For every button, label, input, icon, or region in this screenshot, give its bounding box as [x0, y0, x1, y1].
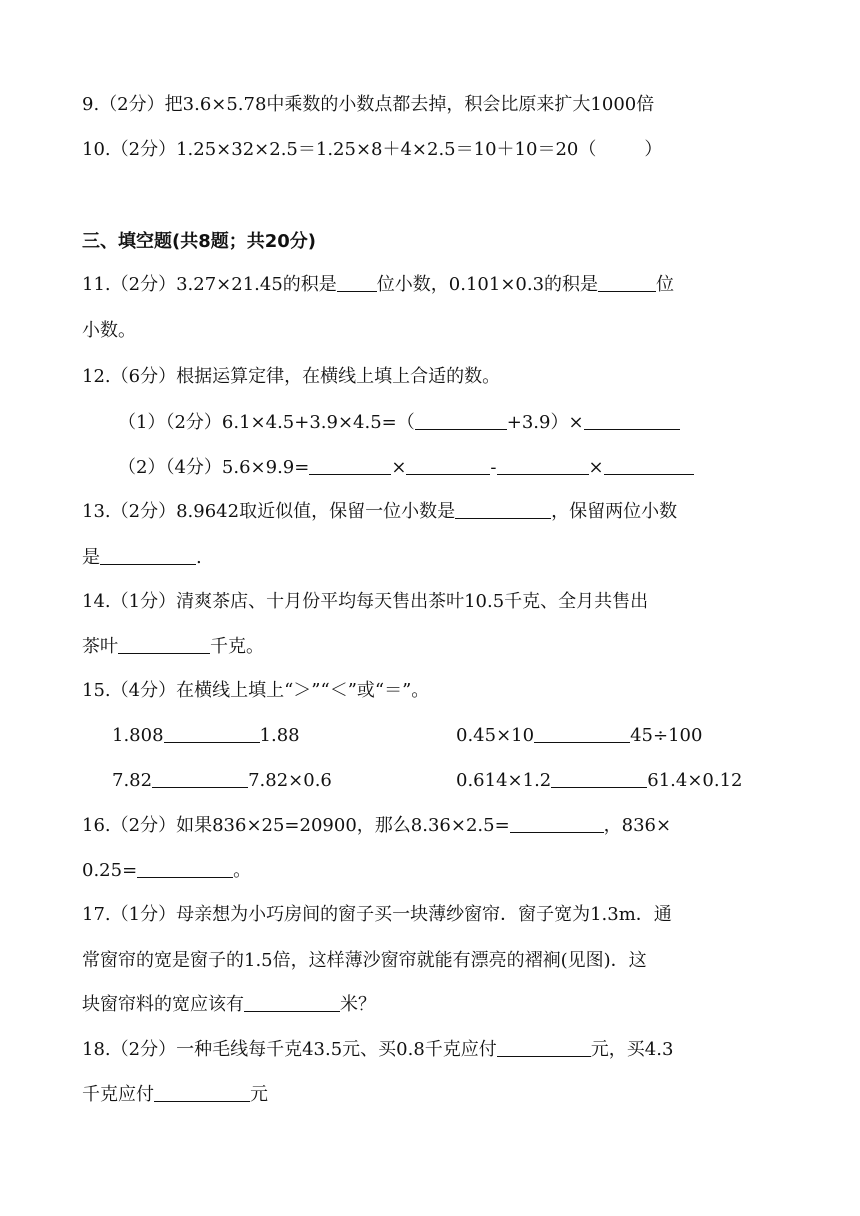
comparison-row: [112, 721, 792, 751]
answer-blank[interactable]: [406, 456, 490, 475]
answer-blank[interactable]: [152, 769, 248, 788]
question-number: 15.: [82, 680, 111, 701]
question-12: [82, 362, 782, 392]
comparison-right: 45÷100: [630, 725, 703, 746]
question-text: 位: [656, 274, 675, 295]
closing-paren: ）: [644, 139, 663, 160]
question-9: [82, 90, 782, 120]
section-title: 三、填空题(共8题；共20分): [82, 231, 317, 252]
answer-blank[interactable]: [598, 273, 656, 292]
question-12-sub1: [118, 408, 818, 438]
question-score: （4分）: [110, 680, 177, 701]
question-11-line2: 小数。: [82, 320, 136, 341]
answer-blank[interactable]: [244, 993, 340, 1012]
question-number: 11.: [82, 274, 111, 295]
answer-blank[interactable]: [551, 769, 647, 788]
question-text: 如果836×25=20900，那么8.36×2.5=: [176, 815, 510, 836]
comparison-right: 1.88: [259, 725, 300, 746]
comparison-left: 7.82: [112, 770, 153, 791]
question-text: 茶叶: [82, 636, 118, 657]
question-text: 8.9642取近似值，保留一位小数是: [176, 501, 456, 522]
question-12-sub2: [118, 453, 818, 483]
sub-text: 6.1×4.5+3.9×4.5=（: [221, 412, 415, 433]
question-text: 千克应付: [82, 1084, 154, 1105]
comparison-left: 1.808: [112, 725, 164, 746]
answer-blank[interactable]: [510, 814, 604, 833]
question-score: （2分）: [110, 274, 177, 295]
comparison-left: 0.614×1.2: [456, 770, 552, 791]
question-text: 是: [82, 547, 100, 568]
comparison-right: 61.4×0.12: [647, 770, 743, 791]
question-text: 在横线上填上“＞”“＜”或“＝”。: [176, 680, 430, 701]
comparison-right: 7.82×0.6: [248, 770, 332, 791]
question-14-line2: [82, 632, 782, 662]
question-18-line2: [82, 1080, 782, 1110]
sub-label: （1）: [118, 412, 166, 433]
question-number: 18.: [82, 1039, 111, 1060]
question-score: （1分）: [110, 904, 177, 925]
sub-text: ×: [588, 457, 604, 478]
question-text: ，保留两位小数: [551, 501, 678, 522]
question-13: [82, 497, 782, 527]
answer-blank[interactable]: [154, 1083, 250, 1102]
sub-text: +3.9）×: [506, 412, 584, 433]
comparison-item: [112, 766, 332, 796]
question-16-line2: [82, 856, 782, 886]
question-11: [82, 270, 782, 300]
answer-blank[interactable]: [137, 859, 233, 878]
answer-blank[interactable]: [337, 273, 377, 292]
sub-text: 5.6×9.9=: [221, 457, 310, 478]
answer-blank[interactable]: [455, 500, 551, 519]
question-score: （2分）: [110, 139, 177, 160]
answer-blank[interactable]: [497, 1038, 591, 1057]
question-score: （2分）: [110, 1039, 177, 1060]
question-score: （2分）: [110, 501, 177, 522]
question-13-line2: [82, 543, 782, 573]
question-score: （2分）: [110, 815, 177, 836]
comparison-row: [112, 766, 792, 796]
question-text: 。: [233, 860, 252, 881]
question-number: 9.: [82, 94, 100, 115]
sub-label: （2）: [118, 457, 166, 478]
question-text: 元，买4.3: [590, 1039, 674, 1060]
answer-blank[interactable]: [164, 724, 260, 743]
question-number: 10.: [82, 139, 111, 160]
question-text: 清爽茶店、十月份平均每天售出茶叶10.5千克、全月共售出: [176, 591, 649, 612]
question-10: [82, 135, 782, 165]
question-17: [82, 900, 782, 930]
question-text: 米？: [340, 994, 376, 1015]
answer-blank[interactable]: [604, 456, 694, 475]
sub-text: ×: [391, 457, 407, 478]
question-text: 根据运算定律，在横线上填上合适的数。: [176, 366, 501, 387]
answer-blank[interactable]: [309, 456, 391, 475]
question-text: 0.25=: [82, 860, 138, 881]
sub-score: （2分）: [165, 412, 222, 433]
answer-blank[interactable]: [497, 456, 589, 475]
question-18: [82, 1035, 782, 1065]
question-15: [82, 676, 782, 706]
sub-text: -: [490, 457, 497, 478]
question-number: 13.: [82, 501, 111, 522]
question-text: 一种毛线每千克43.5元、买0.8千克应付: [176, 1039, 497, 1060]
question-text: 3.27×21.45的积是: [176, 274, 337, 295]
question-17-line3: [82, 990, 782, 1020]
answer-blank[interactable]: [534, 724, 630, 743]
sub-score: （4分）: [165, 457, 222, 478]
comparison-item: [456, 721, 702, 751]
question-text: 元: [250, 1084, 268, 1105]
question-text: .: [196, 547, 202, 568]
comparison-left: 0.45×10: [456, 725, 535, 746]
question-16: [82, 811, 782, 841]
comparison-item: [112, 721, 300, 751]
question-text: 1.25×32×2.5＝1.25×8＋4×2.5＝10＋10＝20（: [176, 139, 597, 160]
question-text: 母亲想为小巧房间的窗子买一块薄纱窗帘．窗子宽为1.3m．通: [176, 904, 672, 925]
answer-blank[interactable]: [584, 411, 680, 430]
question-number: 14.: [82, 591, 111, 612]
answer-blank[interactable]: [415, 411, 507, 430]
comparison-item: [456, 766, 743, 796]
question-number: 12.: [82, 366, 111, 387]
question-number: 16.: [82, 815, 111, 836]
question-number: 17.: [82, 904, 111, 925]
question-text: 千克。: [210, 636, 264, 657]
answer-blank[interactable]: [118, 635, 210, 654]
question-score: （2分）: [99, 94, 165, 115]
question-score: （1分）: [110, 591, 177, 612]
question-text: 把3.6×5.78中乘数的小数点都去掉，积会比原来扩大1000倍: [164, 94, 655, 115]
question-text: 位小数，0.101×0.3的积是: [376, 274, 599, 295]
question-14: [82, 587, 782, 617]
question-score: （6分）: [110, 366, 177, 387]
question-text: 块窗帘料的宽应该有: [82, 994, 244, 1015]
question-text: ，836×: [603, 815, 672, 836]
answer-blank[interactable]: [100, 546, 196, 565]
question-17-line2: 常窗帘的宽是窗子的1.5倍，这样薄沙窗帘就能有漂亮的褶裥(见图)．这: [82, 950, 647, 971]
